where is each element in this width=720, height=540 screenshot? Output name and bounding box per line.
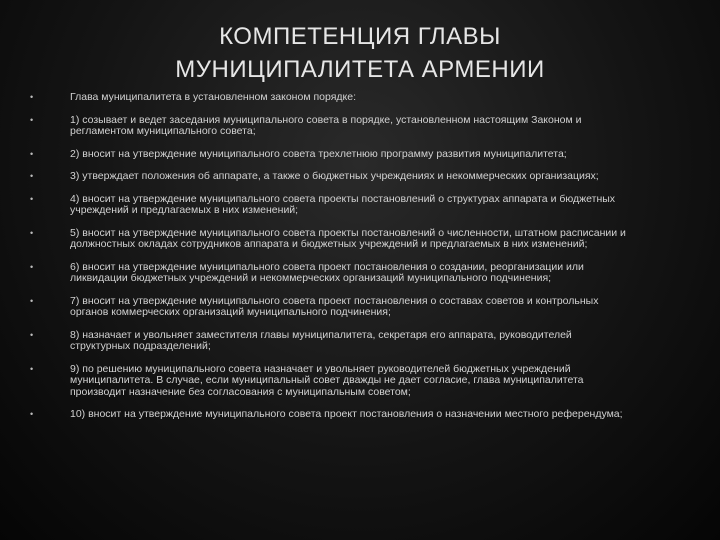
bullet-icon: •: [30, 114, 34, 125]
bullet-item: [30, 330, 630, 353]
slide-title-line-2: МУНИЦИПАЛИТЕТА АРМЕНИИ: [175, 56, 545, 83]
bullet-icon: •: [30, 261, 34, 272]
bullet-icon: •: [30, 329, 34, 340]
bullet-icon: •: [30, 227, 34, 238]
bullet-item: [30, 92, 630, 104]
bullet-item: [30, 409, 630, 421]
bullet-item: [30, 364, 630, 399]
bullet-icon: •: [30, 92, 34, 102]
bullet-icon: •: [30, 148, 34, 159]
bullet-item: [30, 149, 630, 161]
bullet-text: 6) вносит на утверждение муниципального совета проект постановления о создании, реорганизации или ликвидации бюджетных учреждений и некоммерческих организаций муниципального подчинения;: [70, 260, 584, 284]
bullet-text: 2) вносит на утверждение муниципального совета трехлетнюю программу развития муниципалитета;: [70, 147, 567, 160]
bullet-text: 9) по решению муниципального совета назначает и увольняет руководителей бюджетных учреждений муниципалитета. В случае, если муниципальный совет дважды не дает согласие, глава муниципалитета производит назначение без согласования с муниципальным советом;: [70, 362, 584, 398]
slide-title-line-1: КОМПЕТЕНЦИЯ ГЛАВЫ: [219, 23, 501, 50]
bullet-item: [30, 171, 630, 183]
bullet-item: [30, 228, 630, 251]
bullet-item: [30, 194, 630, 217]
bullet-icon: •: [30, 363, 34, 374]
bullet-item: [30, 296, 630, 319]
bullet-text: 3) утверждает положения об аппарате, а также о бюджетных учреждениях и некоммерческих организациях;: [70, 170, 599, 182]
bullet-icon: •: [30, 193, 34, 204]
slide-title: [0, 20, 720, 86]
bullet-icon: •: [30, 409, 34, 419]
bullet-text: 8) назначает и увольняет заместителя главы муниципалитета, секретаря его аппарата, руководителей структурных подразделений;: [70, 328, 572, 352]
bullet-item: [30, 262, 630, 285]
bullet-icon: •: [30, 171, 34, 181]
bullet-text: 7) вносит на утверждение муниципального совета проект постановления о составах советов и контрольных органов коммерческих организаций муниципального подчинения;: [70, 294, 599, 318]
bullet-text: 4) вносит на утверждение муниципального совета проекты постановлений о структурах аппарата и бюджетных учреждений и предлагаемых в них изменений;: [70, 192, 616, 216]
bullet-item: [30, 115, 630, 138]
bullet-text: 1) созывает и ведет заседания муниципального совета в порядке, установленном настоящим Законом и регламентом муниципального совета;: [70, 113, 582, 137]
bullet-text: 5) вносит на утверждение муниципального совета проекты постановлений о численности, штатном расписании и должностных окладах сотрудников аппарата и бюджетных учреждений и предлагаемых в них изменений;: [70, 226, 626, 250]
bullet-list: [30, 92, 630, 421]
bullet-text: 10) вносит на утверждение муниципального совета проект постановления о назначении местного референдума;: [70, 408, 623, 420]
bullet-text: Глава муниципалитета в установленном законом порядке:: [70, 91, 356, 103]
bullet-icon: •: [30, 295, 34, 306]
